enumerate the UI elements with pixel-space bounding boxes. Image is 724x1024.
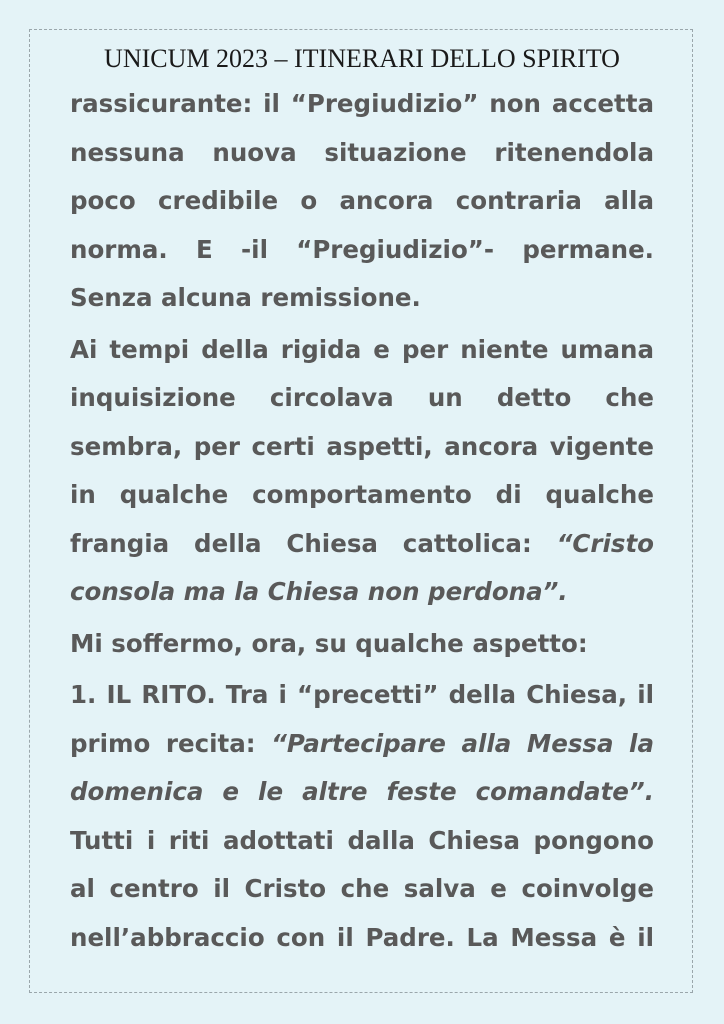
paragraph-2-text: Ai tempi della rigida e per niente umana inquisizione circolava un detto che sembra, per certi aspetti, ancora vigente in qualche comportamento di qualche frangia della Chiesa cattolica: [70,334,654,558]
paragraph-4 [70,671,654,962]
paragraph-3: Mi soffermo, ora, su qualche aspetto: [70,628,588,658]
paragraph-1: rassicurante: il “Pregiudizio” non accetta nessuna nuova situazione ritenendola poco credibile o ancora contraria alla norma. E -il “Pregiudizio”- permane. Senza alcuna remissione. [70,89,654,312]
page-header: UNICUM 2023 – ITINERARI DELLO SPIRITO [104,44,620,73]
paragraph-2-quote: “Cristo consola ma la Chiesa non perdona”. [70,528,654,606]
document-body [70,80,654,962]
paragraph-4-rest: Tutti i riti adottati dalla Chiesa pongono al centro il Cristo che salva e coinvolge nell’abbraccio con il Padre. La Messa è il [70,825,654,952]
paragraph-4-quote: “Partecipare alla Messa la domenica e le altre feste comandate”. [70,728,654,806]
paragraph-4-text: 1. IL RITO. Tra i “precetti” della Chiesa, il primo recita: [70,680,654,758]
paragraph-2 [70,326,654,617]
